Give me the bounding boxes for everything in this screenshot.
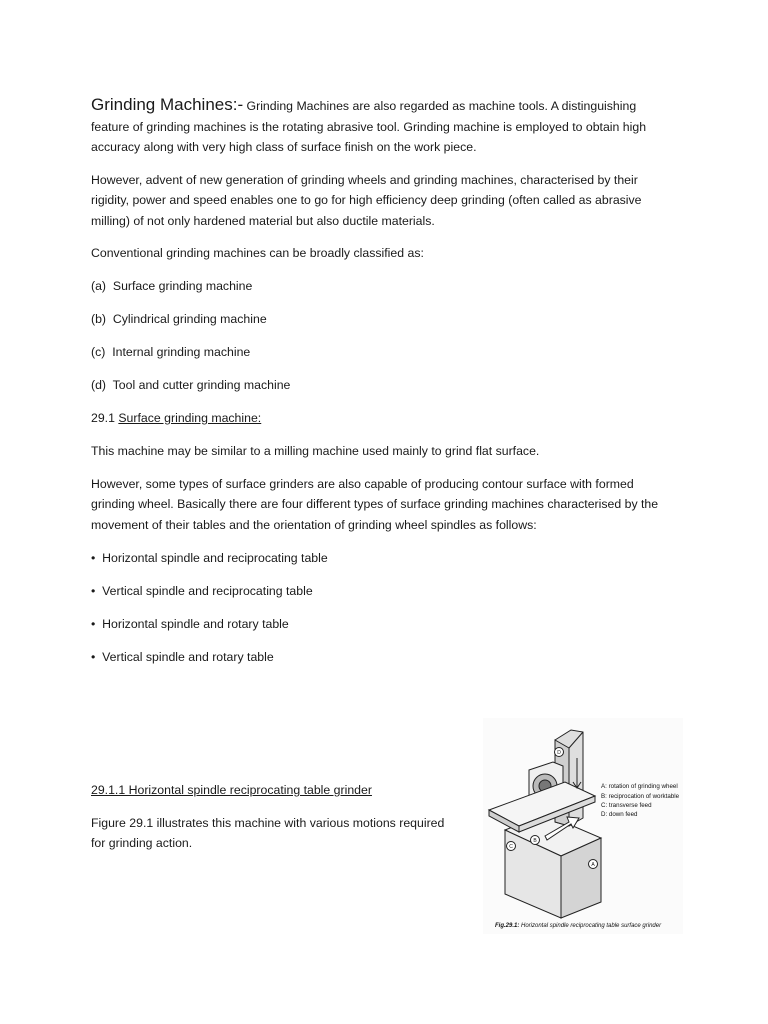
bullet-text: Horizontal spindle and rotary table — [102, 616, 289, 631]
section-heading — [91, 408, 691, 429]
intro-line-3: accuracy along with very high class of surface finish on the work piece. — [91, 140, 477, 154]
list-item — [91, 342, 691, 363]
bullet-item: • Vertical spindle and reciprocating table — [91, 583, 313, 598]
para6-line-1: Figure 29.1 illustrates this machine with various motions required — [91, 816, 445, 830]
para5-line-1: However, some types of surface grinders are also capable of producing contour surface with formed — [91, 476, 634, 491]
para2-line-1: However, advent of new generation of grinding wheels and grinding machines, characterised by their — [91, 172, 638, 187]
label-b: B — [533, 838, 537, 844]
intro-line-2: feature of grinding machines is the rotating abrasive tool. Grinding machine is employed to obtain high — [91, 119, 647, 134]
label-c: C — [509, 844, 513, 850]
figure-caption — [495, 923, 662, 929]
bullet-text: Horizontal spindle and reciprocating table — [102, 550, 328, 565]
list-marker: (d) — [91, 377, 107, 392]
bullet-text: Vertical spindle and reciprocating table — [102, 583, 313, 598]
document-body — [91, 95, 691, 667]
intro-line-1: Grinding Machines are also regarded as machine tools. A distinguishing — [243, 99, 637, 113]
figure-29-1 — [483, 718, 683, 934]
section-number: 29.1 — [91, 410, 119, 425]
intro-paragraph — [91, 95, 691, 117]
list-item-text: Cylindrical grinding machine — [112, 311, 267, 326]
para2-line-2: rigidity, power and speed enables one to go for high efficiency deep grinding (often called as abrasive — [91, 193, 642, 207]
page-title: Grinding Machines:- — [91, 95, 244, 114]
bullet-item: • Horizontal spindle and reciprocating table — [91, 550, 328, 565]
para5-line-2: grinding wheel. Basically there are four different types of surface grinding machines characterised by the — [91, 497, 659, 511]
bullet-item: • Vertical spindle and rotary table — [91, 649, 274, 664]
legend-b: B: reciprocation of worktable — [601, 793, 680, 800]
list-item — [91, 309, 691, 330]
subsection-heading: 29.1.1 Horizontal spindle reciprocating table grinder — [91, 783, 372, 797]
list-marker: (c) — [91, 344, 106, 359]
label-a: A — [591, 862, 595, 868]
list-item — [91, 276, 691, 297]
classification-intro: Conventional grinding machines can be broadly classified as: — [91, 246, 424, 260]
para4: This machine may be similar to a milling machine used mainly to grind flat surface. — [91, 443, 540, 458]
legend-c: C: transverse feed — [601, 802, 652, 809]
list-marker: (a) — [91, 278, 107, 293]
list-item-text: Surface grinding machine — [112, 278, 253, 293]
list-marker: (b) — [91, 311, 107, 326]
section-title: Surface grinding machine: — [118, 410, 262, 425]
para2-line-3: milling) of not only hardened material but also ductile materials. — [91, 213, 435, 228]
legend-a: A: rotation of grinding wheel — [601, 783, 678, 790]
list-item-text: Tool and cutter grinding machine — [112, 377, 291, 392]
list-item — [91, 375, 691, 396]
grinder-diagram — [483, 718, 683, 934]
list-item-text: Internal grinding machine — [112, 344, 251, 359]
figure-caption-text: Horizontal spindle reciprocating table surface grinder — [519, 923, 662, 929]
para5-line-3: movement of their tables and the orientation of grinding wheel spindles as follows: — [91, 517, 537, 532]
bullet-text: Vertical spindle and rotary table — [102, 649, 274, 664]
legend-d: D: down feed — [601, 811, 638, 818]
label-d: D — [557, 750, 561, 756]
bullet-item: • Horizontal spindle and rotary table — [91, 616, 289, 631]
para6-line-2: for grinding action. — [91, 836, 193, 850]
figure-caption-prefix: Fig.29.1: — [495, 923, 520, 929]
